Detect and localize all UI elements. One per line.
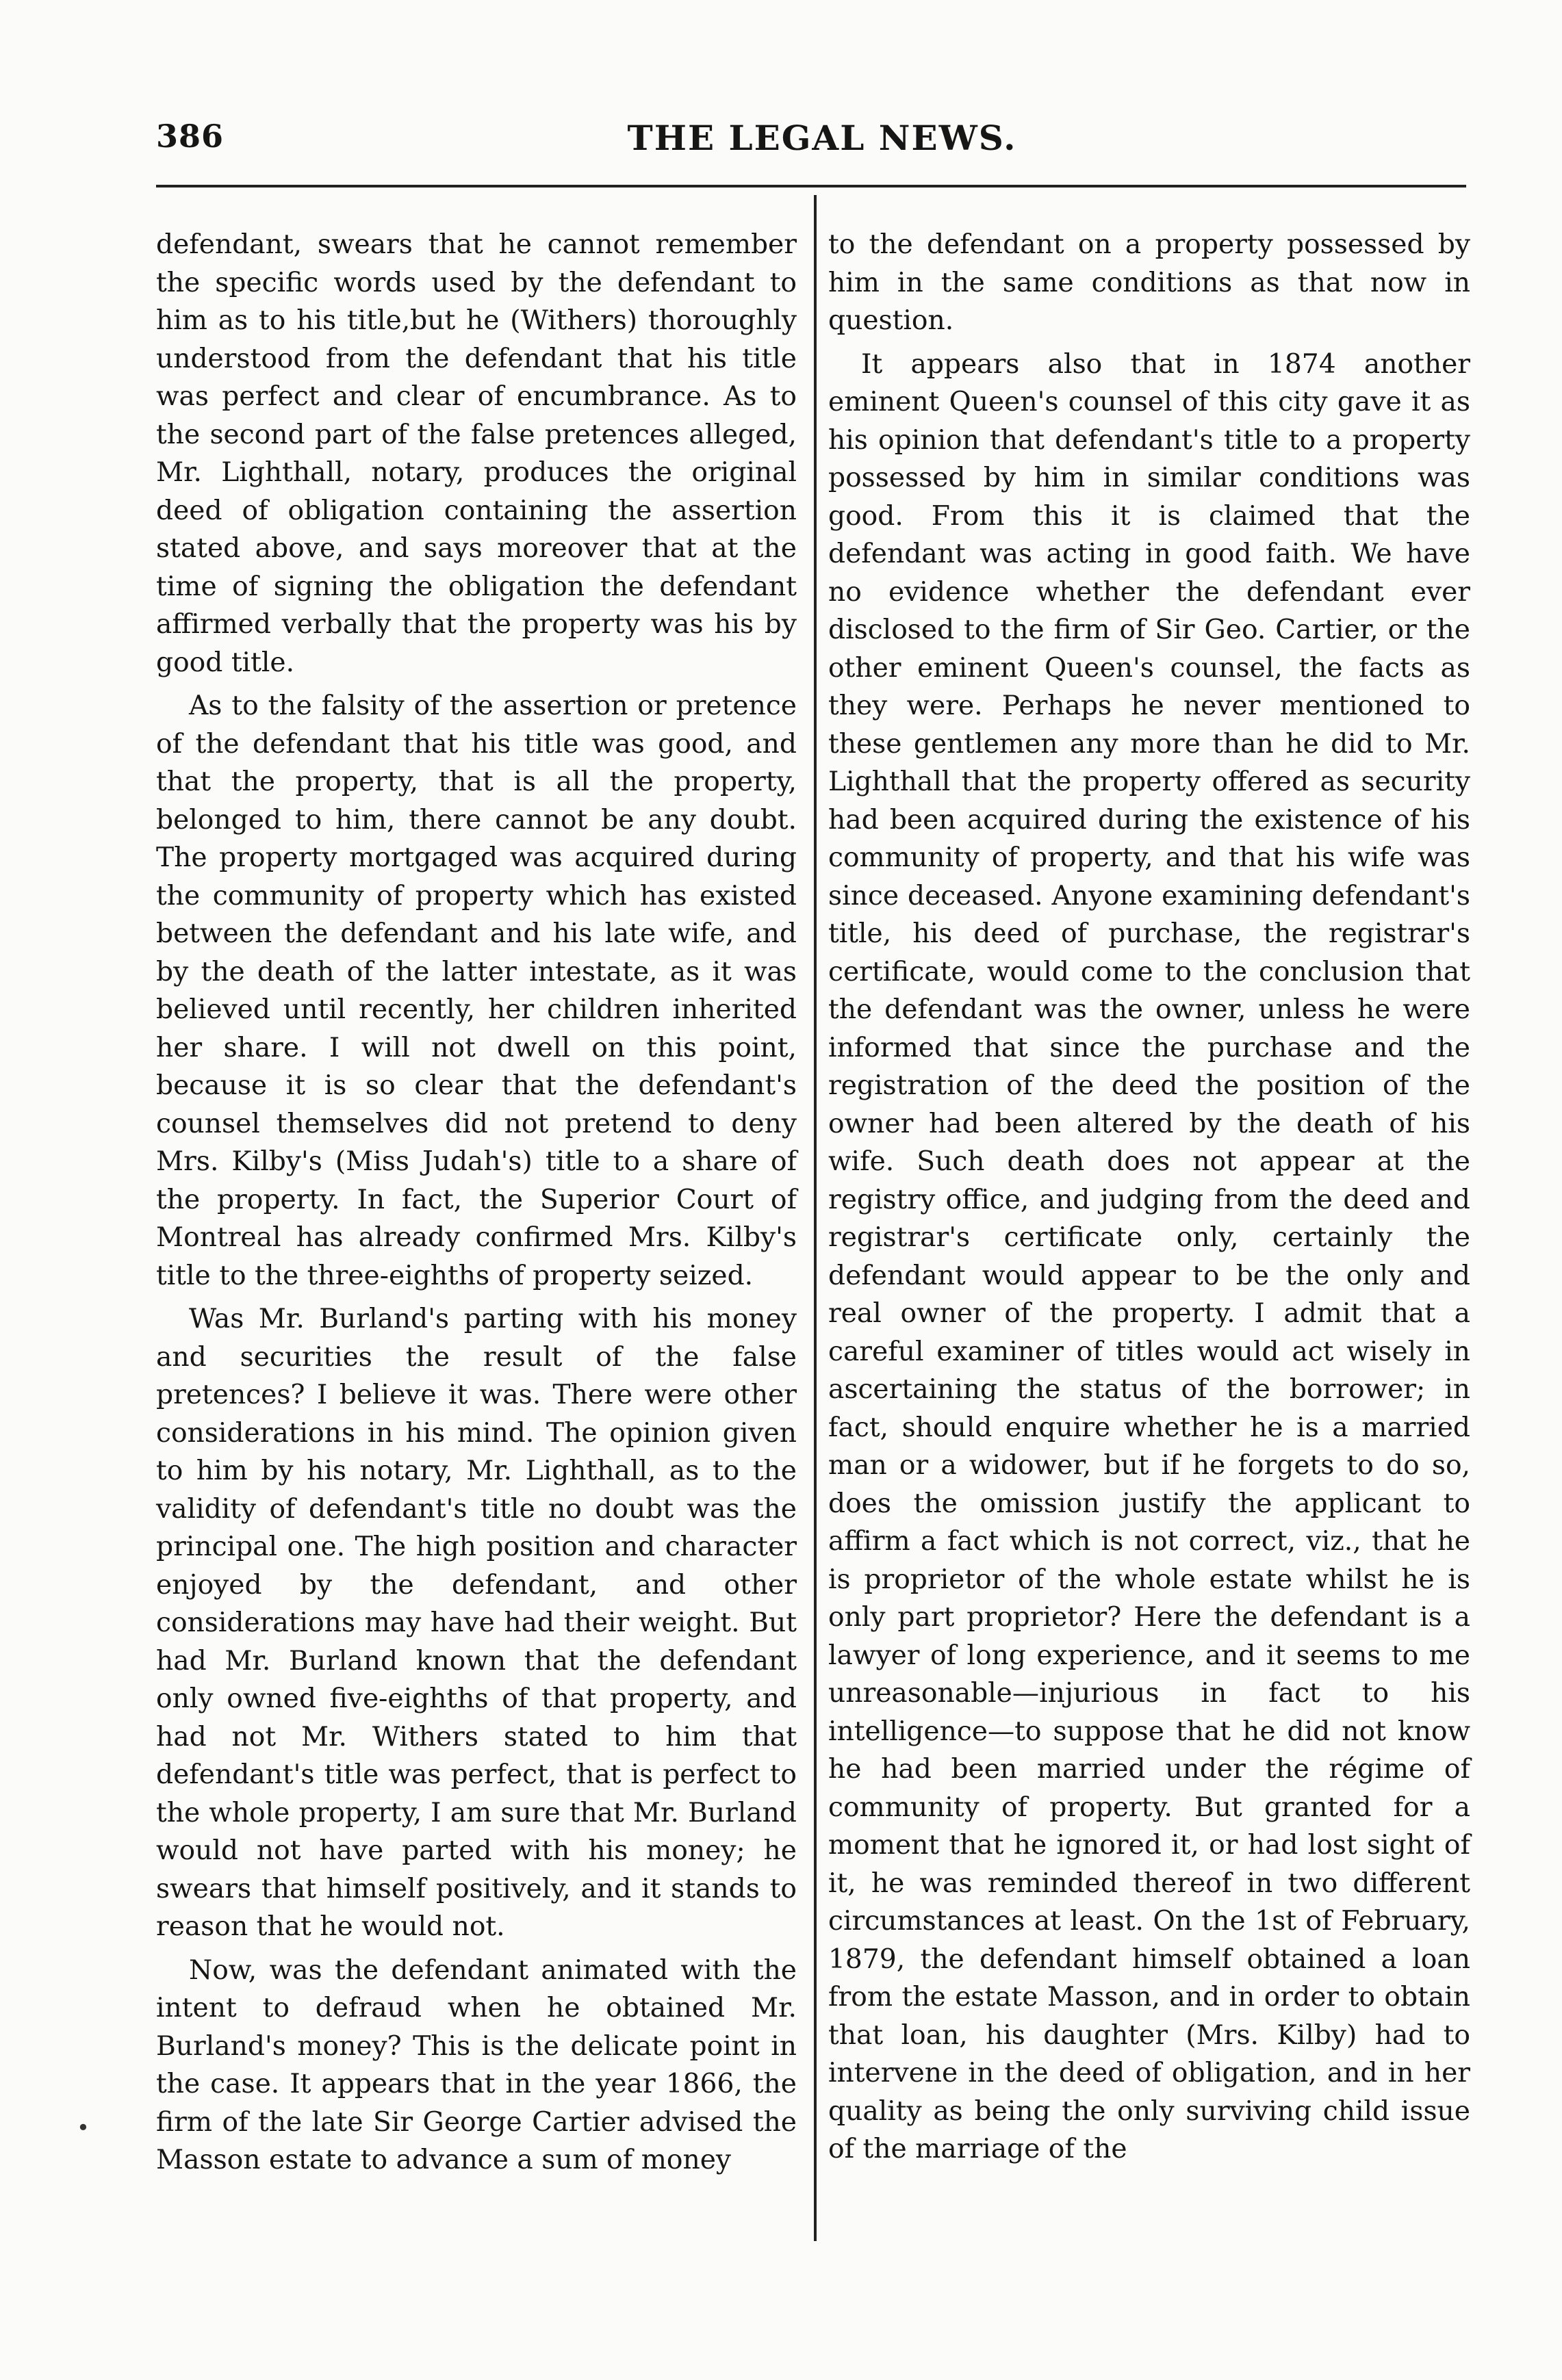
journal-title: THE LEGAL NEWS. [627, 118, 1017, 158]
page-number: 386 [156, 118, 225, 155]
left-paragraph-4: Now, was the defendant animated with the intent to defraud when he obtained Mr. Burland's money? This is the delicate point in the case. It appears that in the year 1866, the firm of the late Sir George Cartier advised the Masson estate to advance a sum of money [156, 1954, 797, 2175]
right-paragraph-2: It appears also that in 1874 another eminent Queen's counsel of this city gave it as his opinion that defendant's title to a property possessed by him in similar conditions was good. From this it is claimed that the defendant was acting in good faith. We have no evidence whether the defendant ever disclosed to the firm of Sir Geo. Cartier, or the other eminent Queen's counsel, the facts as they were. Perhaps he never mentioned to these gentlemen any more than he did to Mr. Lighthall that the property offered as security had been acquired during the existence of his community of property, and that his wife was since deceased. Anyone examining defendant's title, his deed of purchase, the registrar's certificate, would come to the conclusion that the defendant was the owner, unless he were informed that since the purchase and the registration of the deed the position of the owner had been altered by the death of his wife. Such death does not appear at the registry office, and judging from the deed and registrar's certificate only, certainly the defendant would appear to be the only and real owner of the property. I admit that a careful examiner of titles would act wisely in ascertaining the status of the borrower; in fact, should enquire whether he is a married man or a widower, but if he forgets to do so, does the omission justify the applicant to affirm a fact which is not correct, viz., that he is proprietor of the whole estate whilst he is only part proprietor? Here the defendant is a lawyer of long experience, and it seems to me unreasonable—injurious in fact to his intelligence—to suppose that he did not know he had been married under the régime of community of property. But granted for a moment that he ignored it, or had lost sight of it, he was reminded thereof in two different circumstances at least. On the 1st of February, 1879, the defendant himself obtained a loan from the estate Masson, and in order to obtain that loan, his daughter (Mrs. Kilby) had to intervene in the deed of obligation, and in her quality as being the only surviving child issue of the marriage of the [828, 348, 1470, 2164]
left-column [156, 226, 797, 2185]
left-paragraph-2: As to the falsity of the assertion or pretence of the defendant that his title was good, and that the property, that is all the property, belonged to him, there cannot be any doubt. The property mortgaged was acquired during the community of property which has existed between the defendant and his late wife, and by the death of the latter intestate, as it was believed until recently, her children inherited her share. I will not dwell on this point, because it is so clear that the defendant's counsel themselves did not pretend to deny Mrs. Kilby's (Miss Judah's) title to a share of the property. In fact, the Superior Court of Montreal has already confirmed Mrs. Kilby's title to the three-eighths of property seized. [156, 690, 797, 1291]
right-column [828, 226, 1470, 2174]
column-divider [814, 195, 817, 2241]
header-rule [156, 185, 1466, 187]
margin-mark: • [77, 2114, 90, 2140]
right-paragraph-1: to the defendant on a property possessed by him in the same conditions as that now in question. [828, 229, 1470, 336]
left-paragraph-1: defendant, swears that he cannot remember the specific words used by the defendant to him as to his title,but he (Withers) thoroughly understood from the defendant that his title was perfect and clear of encumbrance. As to the second part of the false pretences alleged, Mr. Lighthall, notary, produces the original deed of obligation containing the assertion stated above, and says moreover that at the time of signing the obligation the defendant affirmed verbally that the property was his by good title. [156, 229, 797, 678]
page-header [0, 0, 1562, 198]
left-paragraph-3: Was Mr. Burland's parting with his money and securities the result of the false pretences? I believe it was. There were other considerations in his mind. The opinion given to him by his notary, Mr. Lighthall, as to the validity of defendant's title no doubt was the principal one. The high position and character enjoyed by the defendant, and other considerations may have had their weight. But had Mr. Burland known that the defendant only owned five-eighths of that property, and had not Mr. Withers stated to him that defendant's title was perfect, that is perfect to the whole property, I am sure that Mr. Burland would not have parted with his money; he swears that himself positively, and it stands to reason that he would not. [156, 1304, 797, 1942]
